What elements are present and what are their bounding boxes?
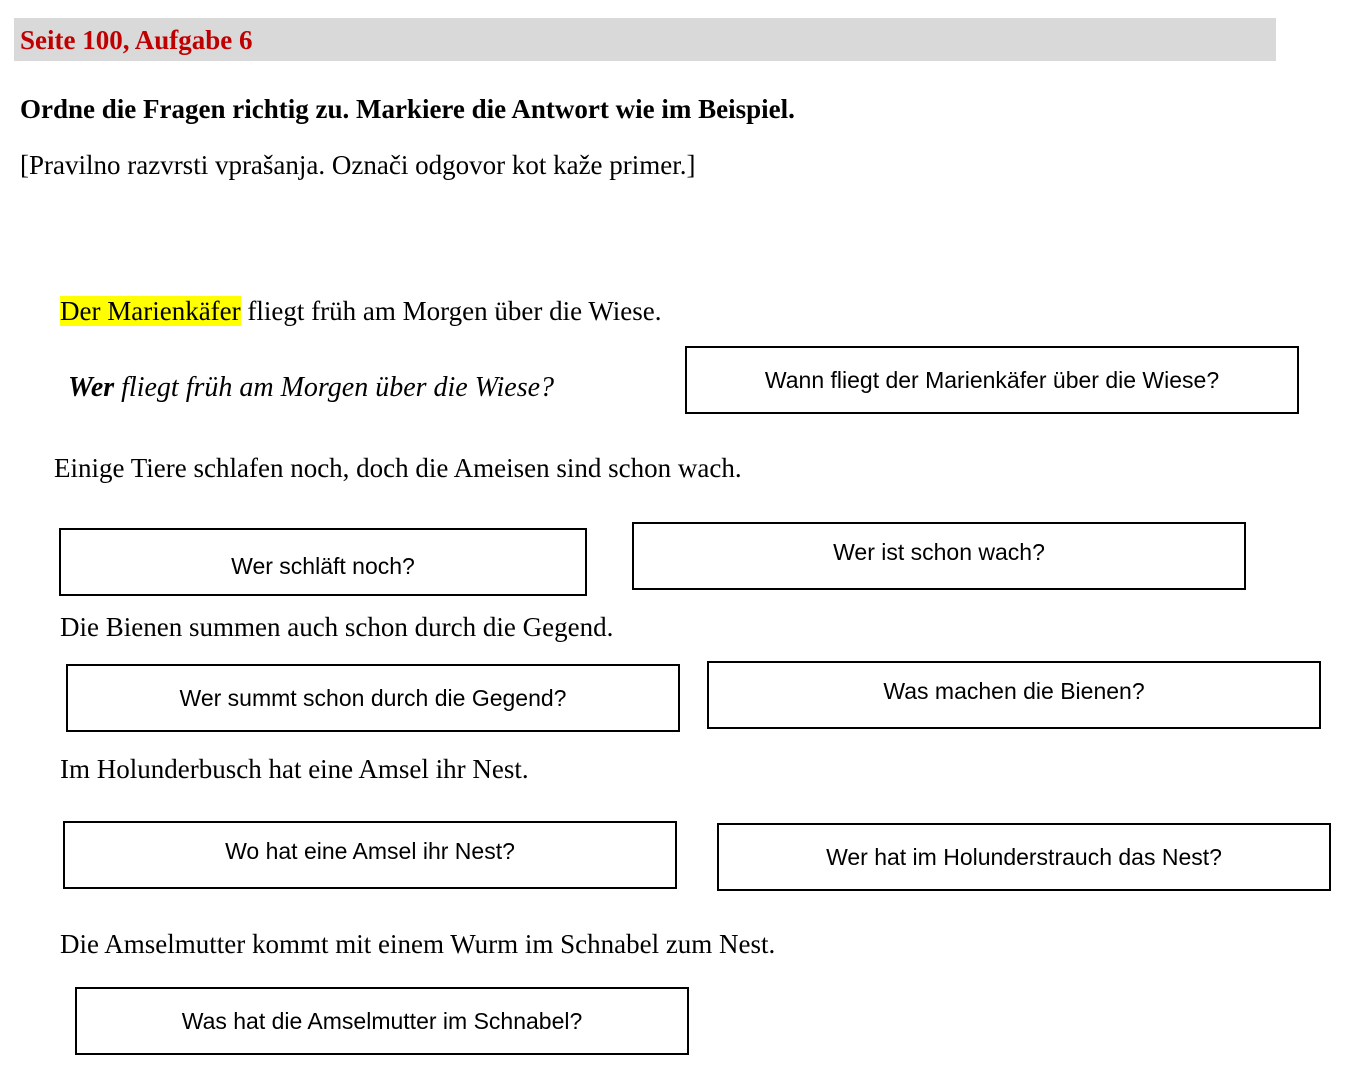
exercise-sentence-3[interactable]: Im Holunderbusch hat eine Amsel ihr Nest.: [60, 754, 529, 784]
question-option-2a[interactable]: [66, 664, 680, 732]
exercise-sentence-2[interactable]: Die Bienen summen auch schon durch die Gegend.: [60, 612, 614, 642]
question-option-label: Was machen die Bienen?: [883, 677, 1145, 704]
example-sentence: [60, 296, 661, 327]
question-option-3b[interactable]: [717, 823, 1331, 891]
question-option-label: Wann fliegt der Marienkäfer über die Wiese?: [764, 366, 1220, 393]
exercise-sentence-4[interactable]: Die Amselmutter kommt mit einem Wurm im Schnabel zum Nest.: [60, 929, 776, 959]
highlighted-answer[interactable]: Der Marienkäfer: [60, 296, 241, 326]
example-question-rest: fliegt früh am Morgen über die Wiese?: [114, 372, 555, 403]
question-option-4a[interactable]: [75, 987, 689, 1055]
question-option-1a[interactable]: [59, 528, 587, 596]
example-question-word: Wer: [68, 372, 115, 403]
question-option-label: Was hat die Amselmutter im Schnabel?: [181, 1007, 583, 1034]
question-option-label: Wo hat eine Amsel ihr Nest?: [225, 837, 515, 864]
question-option-3a[interactable]: [63, 821, 677, 889]
exercise-sentence-1[interactable]: Einige Tiere schlafen noch, doch die Ameisen sind schon wach.: [54, 453, 742, 483]
header-bar: [14, 18, 1276, 61]
exercise-title: Seite 100, Aufgabe 6: [20, 25, 253, 55]
example-sentence-rest: fliegt früh am Morgen über die Wiese.: [240, 296, 662, 326]
question-option-label: Wer summt schon durch die Gegend?: [179, 684, 567, 711]
question-option-label: Wer ist schon wach?: [833, 538, 1045, 565]
question-option-label: Wer hat im Holunderstrauch das Nest?: [826, 843, 1222, 870]
question-option-2b[interactable]: [707, 661, 1321, 729]
question-option-label: Wer schläft noch?: [231, 552, 415, 579]
example-answer-question: [68, 372, 554, 404]
question-option-1b[interactable]: [632, 522, 1246, 590]
instruction-text: Ordne die Fragen richtig zu. Markiere die Antwort wie im Beispiel.: [20, 94, 795, 124]
question-option-example[interactable]: [685, 346, 1299, 414]
translation-text: [Pravilno razvrsti vprašanja. Označi odgovor kot kaže primer.]: [20, 150, 696, 180]
